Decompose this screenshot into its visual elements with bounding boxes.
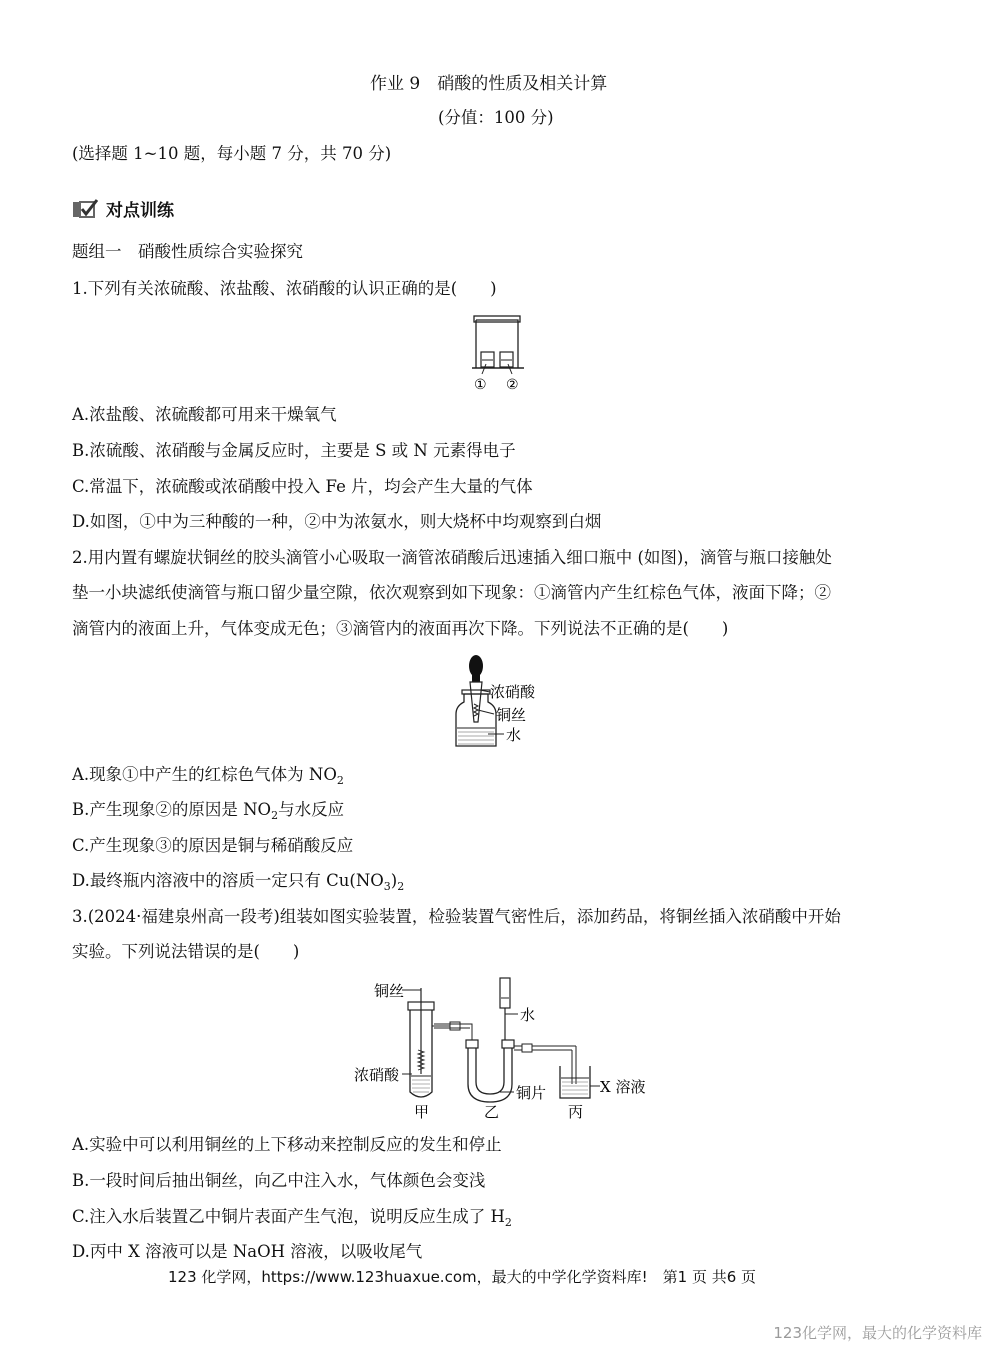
q2-stem-line3: 滴管内的液面上升，气体变成无色；③滴管内的液面再次下降。下列说法不正确的是( ) xyxy=(72,619,729,638)
q2-fig-wire: 铜丝 xyxy=(496,706,527,724)
q1-option-c: C.常温下，浓硫酸或浓硝酸中投入 Fe 片，均会产生大量的气体 xyxy=(72,477,533,496)
q1-option-b: B.浓硫酸、浓硝酸与金属反应时，主要是 S 或 N 元素得电子 xyxy=(72,441,516,460)
q2-option-b: B.产生现象②的原因是 $NO_2$与水反应 xyxy=(72,800,345,822)
q1-stem: 1.下列有关浓硫酸、浓盐酸、浓硝酸的认识正确的是( ) xyxy=(72,279,497,298)
q3-fig-yi: 乙 xyxy=(484,1103,500,1121)
page-footer: 123 化学网，https://www.123huaxue.com，最大的中学化学资料库! 第1 页 共6 页 xyxy=(168,1268,757,1286)
q3-stem-line2: 实验。下列说法错误的是( ) xyxy=(72,942,300,961)
checkbox-icon xyxy=(72,199,98,219)
q2-option-c: C.产生现象③的原因是铜与稀硝酸反应 xyxy=(72,836,354,855)
q3-fig-acid: 浓硝酸 xyxy=(354,1066,400,1084)
q1-fig-label-2: ② xyxy=(506,377,519,392)
q3-option-c: C.注入水后装置乙中铜片表面产生气泡，说明反应生成了 $H_2$ xyxy=(72,1207,512,1229)
q3-option-a: A.实验中可以利用铜丝的上下移动来控制反应的发生和停止 xyxy=(72,1135,502,1154)
q2-dropper-bottle-figure xyxy=(450,652,570,752)
q2-stem-line1: 2.用内置有螺旋状铜丝的胶头滴管小心吸取一滴管浓硝酸后迅速插入细口瓶中 (如图)，滴管与瓶口接触处 xyxy=(72,548,832,567)
q3-fig-x: X 溶液 xyxy=(600,1078,646,1096)
score-note: (分值：100 分) xyxy=(438,108,554,127)
q3-fig-cu: 铜片 xyxy=(516,1084,547,1102)
watermark: 123化学网，最大的化学资料库 xyxy=(773,1324,982,1342)
q2-stem-line2: 垫一小块滤纸使滴管与瓶口留少量空隙，依次观察到如下现象：①滴管内产生红棕色气体，液面下降；② xyxy=(72,583,831,602)
instructions: (选择题 1~10 题，每小题 7 分，共 70 分) xyxy=(72,144,392,163)
page-title: 作业 9 硝酸的性质及相关计算 xyxy=(370,74,608,94)
q3-fig-wire: 铜丝 xyxy=(374,982,405,1000)
q1-beaker-figure xyxy=(466,314,530,392)
q2-option-d: D.最终瓶内溶液中的溶质一定只有 $Cu(NO_3)_2$ xyxy=(72,871,405,893)
q3-stem-line1: 3.(2024·福建泉州高一段考)组装如图实验装置，检验装置气密性后，添加药品，将铜丝插入浓硝酸中开始 xyxy=(72,907,841,926)
q3-apparatus-figure xyxy=(350,974,650,1124)
q3-option-d: D.丙中 X 溶液可以是 NaOH 溶液，以吸收尾气 xyxy=(72,1242,423,1261)
q3-fig-bing: 丙 xyxy=(568,1103,584,1121)
q2-fig-acid: 浓硝酸 xyxy=(490,683,536,701)
q3-fig-water: 水 xyxy=(520,1006,536,1024)
q2-option-a: A.现象①中产生的红棕色气体为 $NO_2$ xyxy=(72,765,344,787)
section-heading xyxy=(72,196,174,221)
q1-option-d: D.如图，①中为三种酸的一种，②中为浓氨水，则大烧杯中均观察到白烟 xyxy=(72,512,602,531)
q1-option-a: A.浓盐酸、浓硫酸都可用来干燥氧气 xyxy=(72,405,337,424)
section-title: 对点训练 xyxy=(106,201,174,221)
q2-fig-water: 水 xyxy=(506,726,522,744)
q3-fig-jia: 甲 xyxy=(414,1103,430,1121)
q3-option-b: B.一段时间后抽出铜丝，向乙中注入水，气体颜色会变浅 xyxy=(72,1171,486,1190)
group-title: 题组一 硝酸性质综合实验探究 xyxy=(72,242,303,261)
q1-fig-label-1: ① xyxy=(474,377,487,392)
